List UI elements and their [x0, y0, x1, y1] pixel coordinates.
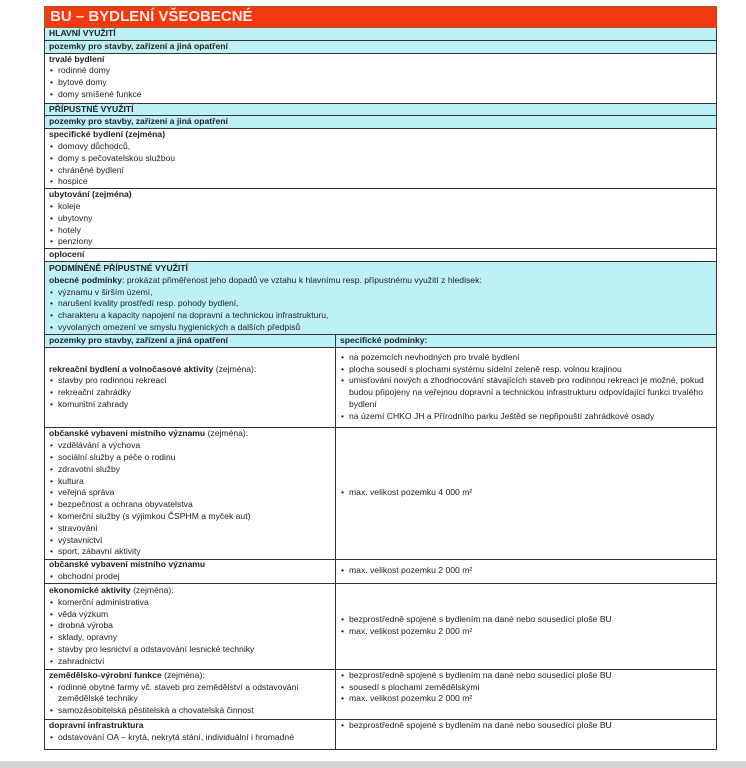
use-cell	[45, 670, 336, 719]
list-item: • obchodní prodej	[49, 571, 331, 583]
use-cell	[45, 560, 336, 583]
condition-item: • max. velikost pozemku 2 000 m²	[340, 565, 712, 577]
list-item: • penziony	[49, 236, 712, 248]
list-item: • rekreační zahrádky	[49, 387, 331, 399]
condition-item: • bezprostředně spojené s bydlením na dané nebo sousedící ploše BU	[340, 614, 712, 626]
main-use-sub: pozemky pro stavby, zařízení a jiná opatření	[44, 41, 717, 54]
condition-item: • na území CHKO JH a Přírodního parku Ještěd se nepřipouští zahrádkové osady	[340, 411, 712, 423]
list-item: • bezpečnost a ochrana obyvatelstva	[49, 499, 331, 511]
main-use-group	[44, 54, 717, 104]
list-item: • rodinné domy	[49, 65, 712, 77]
group-title: ubytování (zejména)	[49, 189, 132, 200]
main-use-heading: HLAVNÍ VYUŽITÍ	[44, 28, 717, 41]
list-item: • sklady, opravny	[49, 632, 331, 644]
use-title: zemědělsko-výrobní funkce	[49, 669, 162, 680]
list-item: • výstavnictví	[49, 535, 331, 547]
list-item: • ubytovny	[49, 213, 712, 225]
condition-row	[44, 428, 717, 560]
condition-item: • bezprostředně spojené s bydlením na dané nebo sousedící ploše BU	[340, 670, 712, 682]
list-item: • charakteru a kapacity napojení na dopravní a technickou infrastrukturu,	[49, 310, 712, 322]
condition-cell	[336, 720, 716, 749]
list-item: • domy smíšené funkce	[49, 89, 712, 101]
list-item: • drobná výroba	[49, 620, 331, 632]
zoning-table	[44, 6, 717, 750]
condition-item: • max. velikost pozemku 4 000 m²	[340, 487, 712, 499]
list-item: • bytové domy	[49, 77, 712, 89]
use-suffix: (zejména):	[130, 584, 174, 595]
condition-item: • bezprostředně spojené s bydlením na dané nebo sousedící ploše BU	[340, 720, 712, 732]
list-item: • komerční služby (s výjimkou ČSPHM a myček aut)	[49, 511, 331, 523]
list-item: • zahradnictví	[49, 656, 331, 668]
condition-row	[44, 584, 717, 670]
list-item: • koleje	[49, 201, 712, 213]
condition-cell	[336, 670, 716, 719]
condition-item: • na pozemcích nevhodných pro trvalé bydlení	[340, 352, 712, 364]
list-item: • významu v širším území,	[49, 287, 712, 299]
condition-row	[44, 670, 717, 720]
condition-item: • plocha sousedí s plochami systému sídelní zeleně resp. volnou krajinou	[340, 364, 712, 376]
list-item: • komerční administrativa	[49, 597, 331, 609]
group-title: trvalé bydlení	[49, 53, 105, 64]
list-item: • sociální služby a péče o rodinu	[49, 452, 331, 464]
list-item: • sport, zábavní aktivity	[49, 546, 331, 558]
use-suffix: (zejména):	[161, 669, 205, 680]
general-label: obecné podmínky	[49, 274, 123, 285]
use-cell	[45, 720, 336, 749]
condition-row	[44, 560, 717, 584]
list-item: • narušení kvality prostředí resp. pohody bydlení,	[49, 298, 712, 310]
use-suffix: (zejména):	[205, 428, 249, 439]
conditional-heading: PODMÍNĚNĚ PŘÍPUSTNÉ VYUŽITÍ	[49, 262, 188, 273]
column-header-left: pozemky pro stavby, zařízení a jiná opatření	[45, 335, 336, 347]
permitted-heading: PŘÍPUSTNÉ VYUŽITÍ	[44, 104, 717, 117]
list-item: • hospice	[49, 176, 712, 188]
list-item: • zdravotní služby	[49, 464, 331, 476]
condition-item: • sousedí s plochami zemědělskými	[340, 682, 712, 694]
condition-cell	[336, 348, 716, 427]
use-title: rekreační bydlení a volnočasové aktivity	[49, 363, 214, 374]
condition-cell	[336, 584, 716, 669]
use-cell	[45, 348, 336, 427]
permitted-group	[44, 129, 717, 189]
table-title: BU – BYDLENÍ VŠEOBECNÉ	[44, 6, 717, 28]
list-item: • odstavování OA – krytá, nekrytá stání, individuální i hromadné	[49, 732, 331, 744]
group-title: specifické bydlení (zejména)	[49, 129, 166, 140]
conditional-section	[44, 262, 717, 335]
list-item: • domovy důchodců,	[49, 141, 712, 153]
permitted-group	[44, 189, 717, 249]
condition-item: • umisťování nových a zhodnocování stávajících staveb pro rodinnou rekreaci je možné, pokud budou připojeny na veřejnou dopravní a technickou infrastrukturu odpovídající funkci trvalého bydlení	[340, 375, 712, 410]
use-title: dopravní infrastruktura	[49, 719, 144, 730]
list-item: • chráněné bydlení	[49, 165, 712, 177]
list-item: • stravování	[49, 523, 331, 535]
use-title: občanské vybavení místního významu	[49, 559, 206, 570]
condition-item: • max. velikost pozemku 2 000 m²	[340, 693, 712, 705]
list-item: • stavby pro rodinnou rekreaci	[49, 375, 331, 387]
list-item: • věda výzkum	[49, 609, 331, 621]
list-item: • vyvolaných omezení ve smyslu hygienických a dalších předpisů	[49, 322, 712, 334]
use-cell	[45, 584, 336, 669]
column-header-right: specifické podmínky:	[340, 334, 428, 345]
list-item: • vzdělávání a výchova	[49, 440, 331, 452]
condition-item: • max. velikost pozemku 2 000 m²	[340, 626, 712, 638]
bottom-scroll-strip	[0, 761, 746, 768]
use-suffix: (zejména):	[213, 363, 257, 374]
list-item: • komunitní zahrady	[49, 399, 331, 411]
use-title: ekonomické aktivity	[49, 584, 131, 595]
fence-row: oplocení	[44, 249, 717, 262]
condition-cell	[336, 560, 716, 583]
condition-row	[44, 348, 717, 428]
conditional-column-headers	[44, 335, 717, 348]
use-title: občanské vybavení místního významu	[49, 428, 206, 439]
permitted-sub: pozemky pro stavby, zařízení a jiná opatření	[44, 116, 717, 129]
list-item: • hotely	[49, 225, 712, 237]
condition-cell	[336, 428, 716, 559]
use-cell	[45, 428, 336, 559]
condition-row	[44, 720, 717, 750]
general-text: : prokázat přiměřenost jeho dopadů ve vztahu k hlavnímu resp. přípustnému využití z hledisek:	[122, 274, 482, 285]
list-item: • veřejná správa	[49, 487, 331, 499]
list-item: • samozásobitelská pěstitelská a chovatelská činnost	[49, 705, 331, 717]
list-item: • kultura	[49, 476, 331, 488]
list-item: • domy s pečovatelskou službou	[49, 153, 712, 165]
list-item: • stavby pro lesnictví a odstavování lesnické techniky	[49, 644, 331, 656]
list-item: • rodinné obytné farmy vč. staveb pro zemědělství a odstavování zemědělské techniky	[49, 682, 331, 706]
